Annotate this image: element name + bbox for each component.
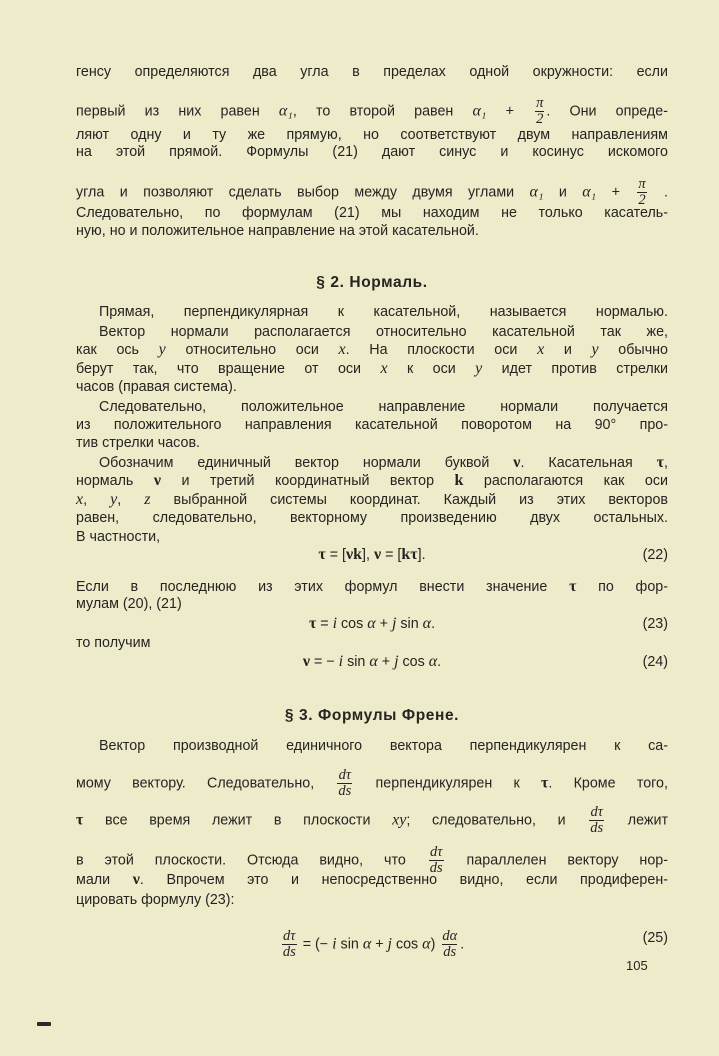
text: = [316,616,333,632]
text-line [76,528,668,546]
text: относительно оси [165,342,339,358]
text-line [76,143,668,161]
fraction [337,768,352,799]
vector-symbol: τ [656,454,665,471]
denominator: ds [338,783,352,799]
text: угла и позволяют сделать выбор между двумя углами [76,184,530,201]
text: . Касательная [520,455,657,471]
text: Прямая, перпендикулярная к касательной, называется нормалью. [99,304,668,320]
text: + [596,184,636,201]
vector-symbol: τ [76,811,84,829]
vector-symbol: ν [513,454,521,471]
text-line [76,891,668,909]
text: то получим [76,635,151,651]
text: нормаль [76,473,154,489]
text: Следовательно, по формулам (21) мы находим не только касатель- [76,205,668,221]
page-number: 105 [626,958,648,973]
text: ], [362,547,374,563]
text: часов (правая система). [76,379,237,395]
text-line [76,871,668,889]
text: равен, следовательно, векторному произведению двух остальных. [76,510,668,526]
math-symbol: α₁ [278,102,293,120]
denominator: ds [590,820,604,836]
text: . На плоскости оси [345,342,538,358]
text: располагаются как оси [463,473,668,489]
equation-number: (23) [642,616,668,632]
fraction [441,929,458,960]
text: cos [398,654,429,670]
text-line [76,63,668,81]
text-line [76,416,668,434]
text-line [76,578,668,596]
fraction [282,929,297,960]
vector-symbol: τ [308,615,317,632]
text: cos [391,936,423,953]
text: ; следовательно, и [406,812,588,829]
text-line [76,341,668,359]
equation-number: (25) [642,930,668,946]
text-line [76,595,668,613]
text: . Кроме того, [548,775,668,792]
text: sin [343,654,370,670]
math-symbol: x [380,360,388,377]
text-line [76,176,668,208]
numerator: π [638,176,646,192]
section-heading [76,707,668,725]
text: sin [396,616,423,632]
numerator: dτ [429,844,443,860]
text: перпендикулярен к [354,775,541,792]
text: , [117,492,145,508]
text: мому вектору. Следовательно, [76,775,336,792]
scan-mark [37,1022,51,1026]
text-line [76,509,668,527]
math-symbol: y [110,491,118,508]
text: , то второй равен [292,103,473,120]
numerator: dτ [283,928,296,944]
denominator: ds [443,944,457,960]
text: берут так, что вращение от оси [76,361,381,377]
math-symbol: j [394,653,399,670]
text: + [377,654,395,670]
math-symbol: x [537,341,545,358]
text: ляют одну и ту же прямую, но соответствуют двум направлениям [76,127,668,143]
text: выбранной системы координат. Каждый из этих векторов [150,492,669,508]
text-line [76,378,668,396]
text: Вектор производной единичного вектора перпендикулярен к са- [99,738,668,754]
vector-symbol: ν [373,546,382,563]
vector-symbol: ν [132,871,140,888]
text: первый из них равен [76,103,279,120]
equation [76,928,668,960]
math-symbol: α [422,935,431,953]
text: тив стрелки часов. [76,435,201,451]
text-line [76,303,668,321]
text-line [76,737,668,755]
text: и третий координатный вектор [161,473,455,489]
math-symbol: α [362,935,372,953]
math-symbol: α [369,653,378,670]
vector-symbol: νk [346,546,363,563]
math-symbol: i [332,935,337,953]
text: cos [337,616,368,632]
text-line [76,844,668,876]
text: , [83,492,111,508]
text: по фор- [576,579,668,595]
text: лежит [606,812,669,829]
section-heading [76,274,668,292]
text: Следовательно, положительное направление нормали получается [99,399,668,415]
text: ]. [417,547,426,563]
math-symbol: α [367,615,376,632]
math-symbol: j [387,935,392,953]
vector-symbol: kτ [401,546,418,563]
text-line [76,126,668,144]
text: = [ [325,547,346,563]
text: = [ [381,547,402,563]
denominator: 2 [536,111,544,127]
text: + [371,936,388,953]
text-line [76,95,668,127]
text-line [76,222,668,240]
text-line [76,204,668,222]
text: . Они опреде- [546,103,668,120]
math-symbol: y [475,360,483,377]
text: . [431,616,436,632]
equation [76,615,668,633]
numerator: dτ [338,767,352,783]
math-symbol: xy [392,811,407,829]
text: = − [310,654,339,670]
text: . [648,184,668,201]
math-symbol: x [76,491,84,508]
text: Обозначим единичный вектор нормали буквой [99,455,514,471]
text: к оси [387,361,476,377]
text: Вектор нормали располагается относительно касательной так же, [99,324,668,340]
fraction [589,805,604,836]
vector-symbol: k [454,472,464,489]
equation [76,653,668,671]
text: В частности, [76,529,161,545]
text: цировать формулу (23): [76,892,235,908]
text: и [544,342,592,358]
text: на этой прямой. Формулы (21) дают синус и косинус искомого [76,144,668,160]
text: = (− [298,936,333,953]
text: обычно [598,342,668,358]
vector-symbol: τ [318,546,326,563]
text: ) [430,936,440,953]
text: Если в последнюю из этих формул внести значение [76,579,570,595]
math-symbol: α₁ [472,102,487,120]
math-symbol: α₁ [529,183,544,201]
math-symbol: y [158,341,166,358]
numerator: dτ [590,804,603,820]
math-symbol: i [332,615,338,632]
text-line [76,804,669,836]
denominator: ds [429,860,443,876]
text: + [486,103,534,120]
equation-number: (22) [642,547,668,563]
text: и [543,184,583,201]
text: ную, но и положительное направление на этой касательной. [76,223,479,239]
text-line [76,491,668,509]
text: § 2. Нормаль. [316,274,428,291]
vector-symbol: ν [302,653,311,670]
math-symbol: j [391,615,397,632]
denominator: ds [282,944,296,960]
math-symbol: y [591,341,599,358]
text: . [437,654,442,670]
math-symbol: i [338,653,344,670]
text-line [76,434,668,452]
text: мулам (20), (21) [76,596,182,612]
equation [76,546,668,564]
math-symbol: z [144,491,151,508]
text: в этой плоскости. Отсюда видно, что [76,852,427,869]
vector-symbol: ν [153,472,162,489]
text-line [76,360,668,378]
text: § 3. Формулы Френе. [284,707,460,724]
text-line [76,323,668,341]
numerator: π [536,95,544,111]
text: параллелен вектору нор- [445,852,668,869]
text: . Впрочем это и непосредственно видно, если продиферен- [139,872,668,888]
text-line [76,767,668,799]
vector-symbol: τ [540,774,549,792]
math-symbol: α₁ [582,183,597,201]
denominator: 2 [638,192,646,208]
text: sin [336,936,363,953]
vector-symbol: τ [569,578,577,595]
text: . [460,936,465,953]
text: идет против стрелки [482,361,669,377]
text: мали [76,872,133,888]
text: генсу определяются два угла в пределах одной окружности: если [76,64,668,80]
equation-number: (24) [642,654,668,670]
math-symbol: α [422,615,432,632]
math-symbol: α [428,653,438,670]
fraction [535,96,544,127]
math-symbol: x [338,341,346,358]
text-line [76,454,668,472]
text-line [76,472,668,490]
text: + [375,616,392,632]
text: из положительного направления касательной поворотом на 90° про- [76,417,668,433]
numerator: dα [442,928,458,944]
text-line [76,634,668,652]
text: все время лежит в плоскости [83,812,393,829]
text-line [76,398,668,416]
text: как ось [76,342,159,358]
text: , [664,455,668,471]
